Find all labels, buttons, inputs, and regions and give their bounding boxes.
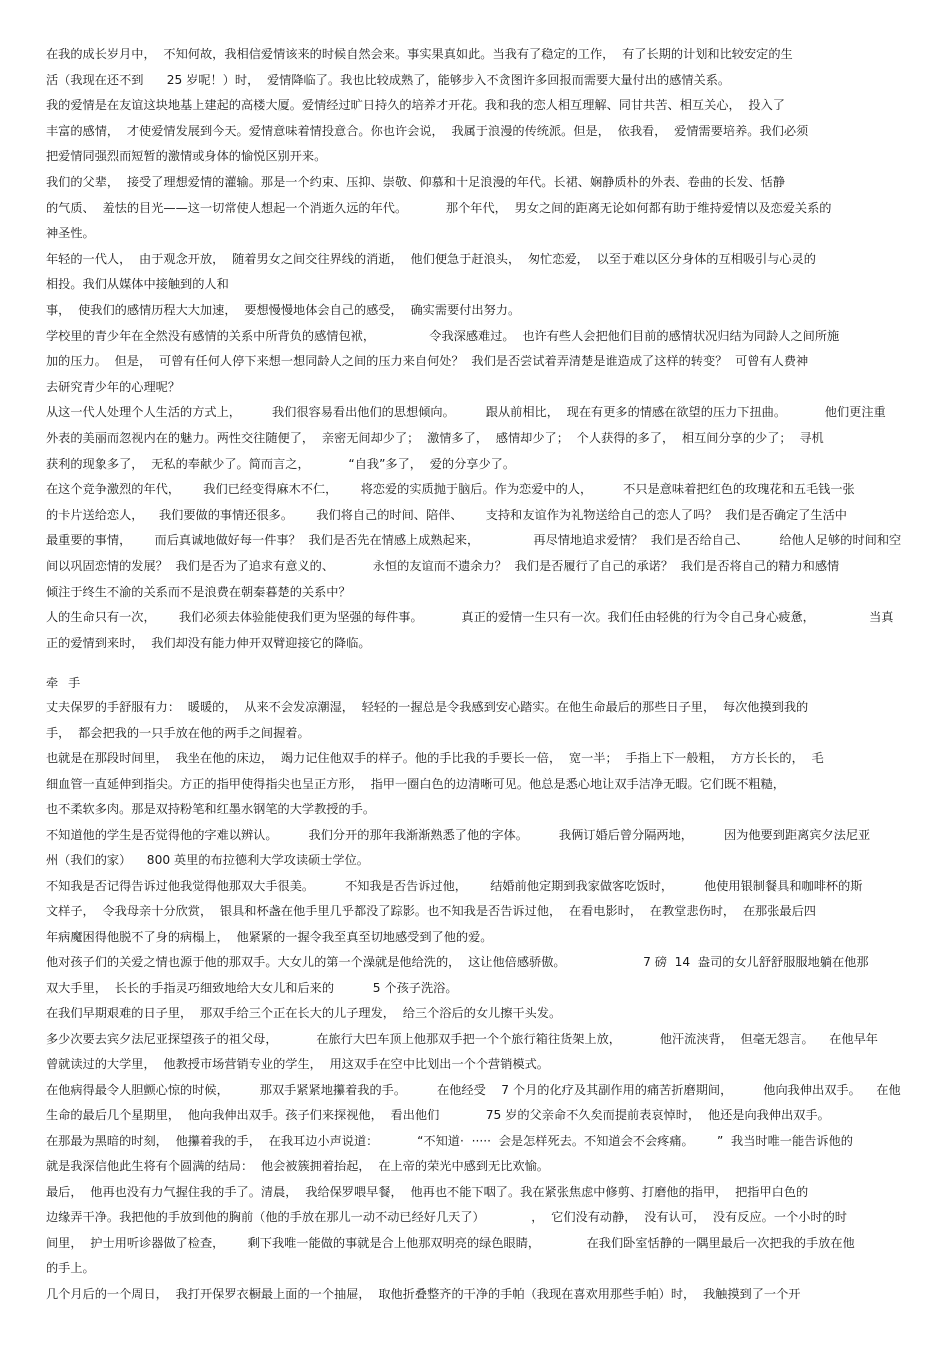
text-line: 去研究青少年的心理呢？ (46, 379, 181, 394)
text-line: 的气质、 羞怯的目光——这一切常使人想起一个消逝久远的年代。 那个年代， 男女之间的距离无论如何都有助于维持爱情以及恋爱关系的 (46, 200, 832, 215)
text-line: 从这一代人处理个人生活的方式上， 我们很容易看出他们的思想倾向。 跟从前相比， 现在有更多的情感在欲望的压力下扭曲。 他们更注重 (46, 405, 886, 420)
essay-title-holding-hands: 牵手 (46, 676, 91, 690)
text-line: 曾就读过的大学里， 他教授市场营销专业的学生， 用这双手在空中比划出一个个营销模式。 (46, 1057, 549, 1071)
text-line: 细血管一直延伸到指尖。方正的指甲使得指尖也呈正方形， 指甲一圈白色的边清晰可见。他总是悉心地让双手洁净无暇。它们既不粗糙， (46, 776, 785, 791)
text-line: 在这个竞争激烈的年代， 我们已经变得麻木不仁， 将恋爱的实质抛于脑后。作为恋爱中的人， 不只是意味着把红色的玫瑰花和五毛钱一张 (46, 482, 855, 497)
text-line: 生命的最后几个星期里， 他向我伸出双手。孩子们来探视他， 看出他们 75 岁的父亲命不久矣而提前表哀悼时， 他还是向我伸出双手。 (46, 1108, 830, 1122)
text-line: 最重要的事情， 而后真诚地做好每一件事？ 我们是否先在情感上成熟起来， 再尽情地追求爱情？ 我们是否给自己、 给他人足够的时间和空 (46, 533, 902, 548)
text-line: 间里， 护士用听诊器做了检查， 剩下我唯一能做的事就是合上他那双明亮的绿色眼睛， 在我们卧室恬静的一隅里最后一次把我的手放在他 (46, 1235, 855, 1250)
text-line: 在我们早期艰难的日子里， 那双手给三个正在长大的儿子理发， 给三个浴后的女儿擦干头发。 (46, 1006, 562, 1020)
text-line: 不知道他的学生是否觉得他的字难以辨认。 我们分开的那年我渐渐熟悉了他的字体。 我俩订婚后曾分隔两地， 因为他要到距离宾夕法尼亚 (46, 827, 871, 842)
text-line: 州（我们的家） 800 英里的布拉德利大学攻读硕士学位。 (46, 853, 369, 867)
text-line: 在他病得最令人胆颤心惊的时候， 那双手紧紧地攥着我的手。 在他经受 7 个月的化疗及其副作用的痛苦折磨期间， 他向我伸出双手。 在他 (46, 1082, 901, 1097)
text-line: 我的爱情是在友谊这块地基上建起的高楼大厦。爱情经过旷日持久的培养才开花。我和我的恋人相互理解、同甘共苦、相互关心， 投入了 (46, 98, 785, 113)
text-line: 倾注于终生不渝的关系而不是浪费在朝秦暮楚的关系中？ (46, 584, 351, 599)
text-line: 丰富的感情， 才使爱情发展到今天。爱情意味着情投意合。你也许会说， 我属于浪漫的传统派。但是， 依我看， 爱情需要培养。我们必须 (46, 123, 809, 138)
text-line: 的卡片送给恋人， 我们要做的事情还很多。 我们将自己的时间、陪伴、 支持和友谊作为礼物送给自己的恋人了吗？ 我们是否确定了生活中 (46, 507, 847, 522)
text-line: 间以巩固恋情的发展？ 我们是否为了追求有意义的、 永恒的友谊而不遗余力？ 我们是否履行了自己的承诺？ 我们是否将自己的精力和感情 (46, 559, 840, 573)
text-line: 边缘弄干净。我把他的手放到他的胸前（他的手放在那儿一动不动已经好几天了） ， 它们没有动静， 没有认可， 没有反应。一个小时的时 (46, 1210, 847, 1224)
text-line: 最后， 他再也没有力气握住我的手了。清晨， 我给保罗喂早餐， 他再也不能下咽了。我在紧张焦虑中修剪、打磨他的指甲， 把指甲白色的 (46, 1184, 809, 1199)
text-line: 不知我是否记得告诉过他我觉得他那双大手很美。 不知我是否告诉过他， 结婚前他定期到我家做客吃饭时， 他使用银制餐具和咖啡杯的斯 (46, 878, 863, 893)
text-line: 活（我现在还不到 25 岁呢！）时， 爱情降临了。我也比较成熟了，能够步入不贪图许多回报而需要大量付出的感情关系。 (46, 72, 731, 87)
text-line: 就是我深信他此生将有个圆满的结局： 他会被簇拥着抬起， 在上帝的荣光中感到无比欢愉。 (46, 1159, 549, 1173)
text-line: 正的爱情到来时， 我们却没有能力伸开双臂迎接它的降临。 (46, 635, 371, 650)
text-line: 也不柔软多肉。那是双持粉笔和红墨水钢笔的大学教授的手。 (46, 802, 376, 816)
text-line: 双大手里， 长长的手指灵巧细致地给大女儿和后来的 5 个孩子洗浴。 (46, 980, 458, 995)
text-line: 手， 都会把我的一只手放在他的两手之间握着。 (46, 725, 310, 740)
text-line: 年轻的一代人， 由于观念开放， 随着男女之间交往界线的消逝， 他们便急于赶浪头， 匆忙恋爱， 以至于难以区分身体的互相吸引与心灵的 (46, 251, 816, 266)
text-line: 学校里的青少年在全然没有感情的关系中所背负的感情包袱， 令我深感难过。 也许有些人会把他们目前的感情状况归结为同龄人之间所施 (46, 328, 840, 343)
text-line: 文样子， 令我母亲十分欣赏， 银具和杯盏在他手里几乎都没了踪影。也不知我是否告诉过他， 在看电影时， 在教堂悲伤时， 在那张最后四 (46, 904, 816, 918)
text-line: 多少次要去宾夕法尼亚探望孩子的祖父母， 在旅行大巴车顶上他那双手把一个个旅行箱往货架上放， 他汗流浃背， 但毫无怨言。 在他早年 (46, 1031, 878, 1046)
text-line: 人的生命只有一次， 我们必须去体验能使我们更为坚强的每件事。 真正的爱情一生只有一次。我们任由轻佻的行为令自己身心疲惫， 当真 (46, 610, 894, 625)
text-line: 的手上。 (46, 1261, 95, 1275)
text-line: 我们的父辈， 接受了理想爱情的灌输。那是一个约束、压抑、崇敬、仰慕和十足浪漫的年代。长裙、娴静质朴的外表、卷曲的长发、恬静 (46, 175, 785, 189)
text-line: 丈夫保罗的手舒服有力： 暖暖的， 从来不会发凉潮湿， 轻轻的一握总是令我感到安心踏实。在他生命最后的那些日子里， 每次他摸到我的 (46, 700, 809, 714)
text-line: 把爱情同强烈而短暂的激情或身体的愉悦区别开来。 (46, 149, 327, 164)
text-line: 他对孩子们的关爱之情也源于他的那双手。大女儿的第一个澡就是他给洗的， 这让他倍感骄傲。 7 磅 14 盎司的女儿舒舒服服地躺在他那 (46, 955, 869, 969)
text-line: 相投。我们从媒体中接触到的人和 (46, 277, 229, 292)
text-line: 也就是在那段时间里， 我坐在他的床边， 竭力记住他双手的样子。他的手比我的手要长一倍， 宽一半； 手指上下一般粗， 方方长长的， 毛 (46, 751, 824, 765)
text-line: 获利的现象多了， 无私的奉献少了。简而言之， “自我”多了， 爱的分享少了。 (46, 456, 516, 471)
text-line: 在我的成长岁月中， 不知何故，我相信爱情该来的时候自然会来。事实果真如此。当我有了稳定的工作， 有了长期的计划和比较安定的生 (46, 47, 793, 61)
text-line: 几个月后的一个周日， 我打开保罗衣橱最上面的一个抽屉， 取他折叠整齐的干净的手帕（我现在喜欢用那些手帕）时， 我触摸到了一个开 (46, 1286, 801, 1301)
text-line: 事， 使我们的感情历程大大加速， 要想慢慢地体会自己的感受， 确实需要付出努力。 (46, 303, 521, 317)
text-line: 加的压力。 但是， 可曾有任何人停下来想一想同龄人之间的压力来自何处？ 我们是否尝试着弄清楚是谁造成了这样的转变？ 可曾有人费神 (46, 354, 809, 369)
text-line: 在那最为黑暗的时刻， 他攥着我的手， 在我耳边小声说道： “不知道· ····· 会是怎样死去。不知道会不会疼痛。 ” 我当时唯一能告诉他的 (46, 1133, 853, 1148)
text-line: 外表的美丽而忽视内在的魅力。两性交往随便了， 亲密无间却少了； 激情多了， 感情却少了； 个人获得的多了， 相互间分享的少了； 寻机 (46, 431, 824, 445)
text-line: 年病魔困得他脱不了身的病榻上， 他紧紧的一握令我至真至切地感受到了他的爱。 (46, 929, 493, 944)
text-line: 神圣性。 (46, 226, 95, 241)
